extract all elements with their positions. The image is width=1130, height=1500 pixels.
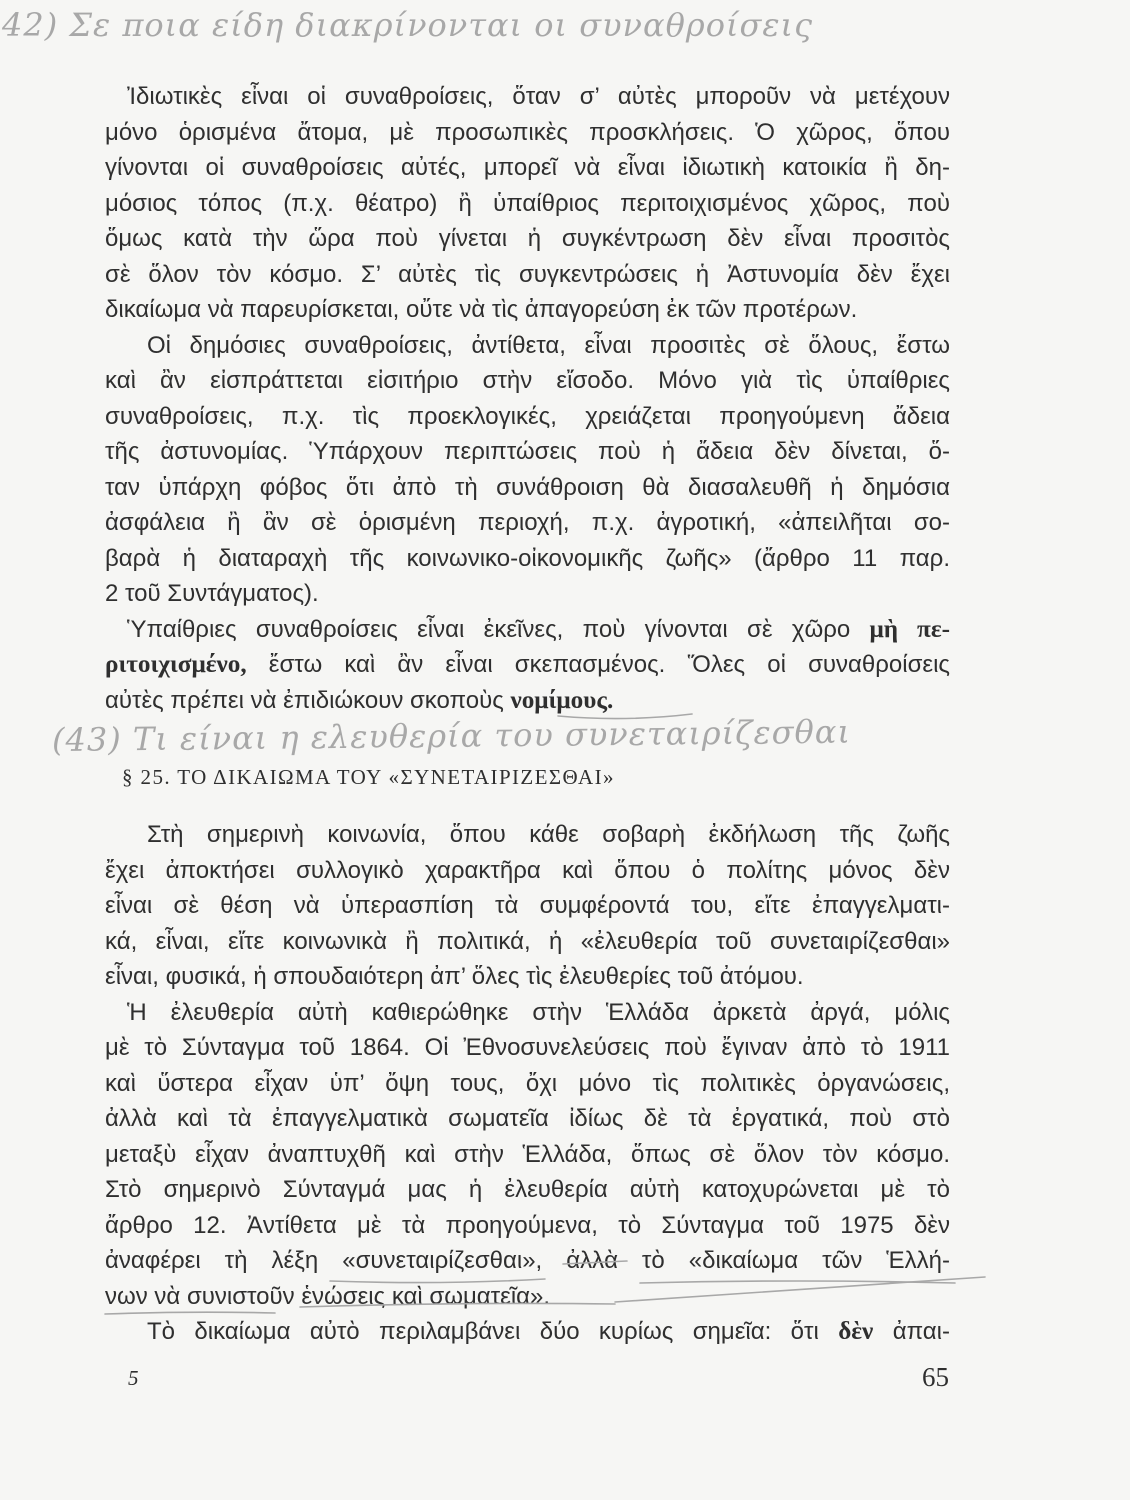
text-line: ἄρθρο 12. Ἀντίθετα μὲ τὰ προηγούμενα, τὸ Σύνταγμα τοῦ 1975 δὲν — [105, 1211, 950, 1239]
bold-text: μὴ πε- — [869, 615, 950, 643]
text-line: Ἰδιωτικὲς εἶναι οἱ συναθροίσεις, ὅταν σ’ αὐτὲς μποροῦν νὰ μετέχουν — [127, 83, 950, 110]
text-line: μόσιος τόπος (π.χ. θέατρο) ἢ ὑπαίθριος περιτοιχισμένος χῶρος, ποὺ — [105, 189, 950, 217]
text-block-section-25 — [105, 817, 950, 1350]
text-line: εἶναι, φυσικά, ἡ σπουδαιότερη ἀπ’ ὅλες τὶς ἐλευθερίες τοῦ ἀτόμου. — [105, 963, 804, 990]
text-line: νων νὰ συνιστοῦν ἑνώσεις καὶ σωματεῖα». — [105, 1282, 551, 1310]
text-segment: αὐτὲς πρέπει νὰ ἐπιδιώκουν σκοποὺς — [105, 686, 511, 714]
text-line: ἀναφέρει τὴ λέξη «συνεταιρίζεσθαι», ἀλλὰ τὸ «δικαίωμα τῶν Ἑλλή- — [105, 1247, 950, 1274]
text-line: μεταξὺ εἶχαν ἀναπτυχθῆ καὶ στὴν Ἑλλάδα, ὅπως σὲ ὅλον τὸν κόσμο. — [105, 1140, 950, 1168]
page-number: 65 — [922, 1362, 949, 1392]
handwritten-note: (43) Τι είναι η ελευθερία του συνεταιρίζεσθαι — [51, 712, 852, 759]
text-line: ἀλλὰ καὶ τὰ ἐπαγγελματικὰ σωματεῖα ἰδίως δὲ τὰ ἐργατικά, ποὺ στὸ — [105, 1105, 950, 1132]
text-block-intro — [105, 79, 950, 718]
bold-text: ριτοιχισμένο, — [105, 651, 247, 678]
text-line: γίνονται οἱ συναθροίσεις αὐτές, μπορεῖ νὰ εἶναι ἰδιωτικὴ κατοικία ἢ δη- — [105, 154, 950, 181]
text-line: ἀσφάλεια ἢ ἂν σὲ ὁρισμένη περιοχή, π.χ. ἀγροτική, «ἀπειλῆται σο- — [105, 509, 950, 536]
text-segment: Τὸ δικαίωμα αὐτὸ περιλαμβάνει δύο κυρίως σημεῖα: ὅτι — [147, 1318, 839, 1345]
text-line: δικαίωμα νὰ παρευρίσκεται, οὔτε νὰ τὶς ἀπαγορεύση ἐκ τῶν προτέρων. — [105, 296, 858, 323]
text-line: Ἡ ἐλευθερία αὐτὴ καθιερώθηκε στὴν Ἑλλάδα ἀρκετὰ ἀργά, μόλις — [127, 998, 950, 1026]
handwritten-note: 42) Σε ποια είδη διακρίνονται οι συναθροίσεις — [2, 6, 813, 44]
text-line: καὶ ὕστερα εἶχαν ὑπ’ ὄψη τους, ὄχι μόνο τὶς πολιτικὲς ὀργανώσεις, — [105, 1069, 950, 1097]
text-line: μὲ τὸ Σύνταγμα τοῦ 1864. Οἱ Ἐθνοσυνελεύσεις ποὺ ἔγιναν ἀπὸ τὸ 1911 — [105, 1034, 950, 1061]
text-line: ταν ὑπάρχη φόβος ὅτι ἀπὸ τὴ συνάθροιση θὰ διασαλευθῆ ἡ δημόσια — [105, 473, 950, 501]
text-line: εἶναι σὲ θέση νὰ ὑπερασπίση τὰ συμφέροντά του, εἴτε ἐπαγγελματι- — [105, 892, 950, 919]
text-segment: Ὑπαίθριες συναθροίσεις εἶναι ἐκεῖνες, ποὺ γίνονται σὲ χῶρο — [127, 615, 870, 643]
text-line: καὶ ἂν εἰσπράττεται εἰσιτήριο στὴν εἴσοδο. Μόνο γιὰ τὶς ὑπαίθριες — [105, 367, 950, 394]
text-line: σὲ ὅλον τὸν κόσμο. Σ’ αὐτὲς τὶς συγκεντρώσεις ἡ Ἀστυνομία δὲν ἔχει — [105, 260, 950, 288]
signature-mark: 5 — [128, 1366, 139, 1390]
text-line: μόνο ὁρισμένα ἄτομα, μὲ προσωπικὲς προσκλήσεις. Ὁ χῶρος, ὅπου — [105, 118, 950, 146]
text-line: ἔχει ἀποκτήσει συλλογικὸ χαρακτῆρα καὶ ὅπου ὁ πολίτης μόνος δὲν — [105, 856, 950, 884]
bold-text: δὲν — [838, 1318, 874, 1345]
text-segment: ἀπαι- — [873, 1318, 950, 1345]
text-line: βαρὰ ἡ διαταραχὴ τῆς κοινωνικο-οἰκονομικῆς ζωῆς» (ἄρθρο 11 παρ. — [105, 544, 950, 572]
text-line: Στὸ σημερινὸ Σύνταγμά μας ἡ ἐλευθερία αὐτὴ κατοχυρώνεται μὲ τὸ — [105, 1176, 950, 1203]
text-line: τῆς ἀστυνομίας. Ὑπάρχουν περιπτώσεις ποὺ ἡ ἄδεια δὲν δίνεται, ὅ- — [105, 438, 950, 465]
text-line: Στὴ σημερινὴ κοινωνία, ὅπου κάθε σοβαρὴ ἐκδήλωση τῆς ζωῆς — [147, 821, 950, 848]
text-line: ὅμως κατὰ τὴν ὥρα ποὺ γίνεται ἡ συγκέντρωση δὲν εἶναι προσιτὸς — [105, 225, 950, 252]
section-heading: § 25. ΤΟ ΔΙΚΑΙΩΜΑ ΤΟΥ «ΣΥΝΕΤΑΙΡΙΖΕΣΘΑΙ» — [122, 765, 615, 789]
text-line — [105, 612, 950, 648]
text-line: συναθροίσεις, π.χ. τὶς προεκλογικές, χρειάζεται προηγούμενη ἄδεια — [105, 402, 950, 430]
text-line: κά, εἶναι, εἴτε κοινωνικὰ ἢ πολιτικά, ἡ «ἐλευθερία τοῦ συνεταιρίζεσθαι» — [105, 927, 950, 955]
text-line: 2 τοῦ Συντάγματος). — [105, 580, 319, 607]
bold-text: νομίμους. — [510, 686, 614, 714]
text-line: Οἱ δημόσιες συναθροίσεις, ἀντίθετα, εἶναι προσιτὲς σὲ ὅλους, ἔστω — [147, 331, 950, 359]
text-line — [105, 1314, 950, 1350]
text-segment: ἔστω καὶ ἂν εἶναι σκεπασμένος. Ὅλες οἱ συναθροίσεις — [246, 651, 950, 678]
text-line — [105, 647, 950, 683]
